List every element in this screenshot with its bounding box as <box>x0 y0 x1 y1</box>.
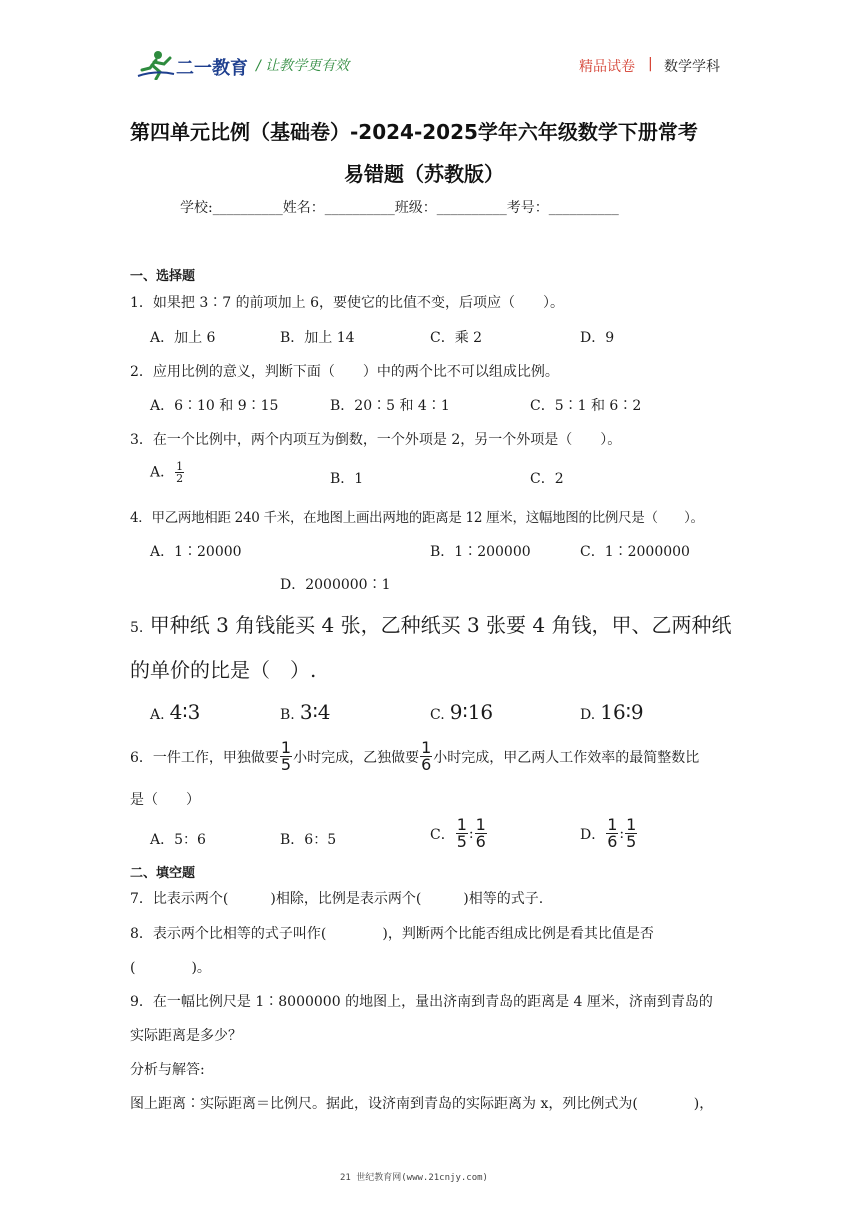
section-choice-title: 一、选择题 <box>130 269 196 284</box>
question-8-line2: ( )。 <box>130 960 211 976</box>
fraction-denominator: 5 <box>456 832 467 851</box>
option-label: B. <box>280 707 295 723</box>
question-1-option-d: D．9 <box>580 330 615 346</box>
header-slogan: / 让教学更有效 <box>256 58 350 74</box>
ratio-colon: : <box>619 825 625 842</box>
question-5-text: 甲种纸 3 角钱能买 4 张，乙种纸买 3 张要 4 角钱，甲、乙两种纸 <box>149 613 732 637</box>
ratio-colon: : <box>468 825 474 842</box>
question-6-option-d <box>580 817 638 850</box>
question-9-line3: 图上距离∶实际距离＝比例尺。据此，设济南到青岛的实际距离为 x，列比例式为( )， <box>130 1096 714 1112</box>
fraction-denominator: 2 <box>176 472 184 485</box>
fraction-numerator: 1 <box>456 815 467 834</box>
question-3-option-a <box>150 461 185 484</box>
question-2-stem: 2．应用比例的意义，判断下面（ ）中的两个比不可以组成比例。 <box>130 364 559 380</box>
question-3-option-b: B．1 <box>330 471 364 487</box>
fraction-one-fifth <box>456 817 468 850</box>
question-2-option-b: B．20∶5 和 4∶1 <box>330 398 450 414</box>
option-label: A． <box>150 464 175 481</box>
question-3-option-c: C．2 <box>530 471 564 487</box>
question-9-line2: 实际距离是多少？ <box>130 1028 242 1044</box>
question-3-stem: 3．在一个比例中，两个内项互为倒数，一个外项是 2，另一个外项是（ ）。 <box>130 432 622 448</box>
fraction-one-sixth <box>475 817 487 850</box>
question-4-option-a: A．1∶20000 <box>150 544 242 560</box>
question-6-option-c <box>430 817 488 850</box>
question-8-line1: 8．表示两个比相等的式子叫作( )，判断两个比能否组成比例是看其比值是否 <box>130 926 654 942</box>
fraction-numerator: 1 <box>626 815 637 834</box>
fraction-one-half <box>175 461 184 484</box>
question-1-option-a: A．加上 6 <box>150 330 216 346</box>
question-5-option-a <box>150 700 200 724</box>
page-title-line1: 第四单元比例（基础卷）-2024-2025学年六年级数学下册常考 <box>130 120 698 144</box>
fraction-one-sixth <box>420 740 432 773</box>
question-5-line2: 的单价的比是（ ）. <box>130 658 317 682</box>
question-6-option-b: B．6：5 <box>280 832 337 848</box>
fraction-denominator: 5 <box>626 832 637 851</box>
fraction-denominator: 5 <box>280 755 292 774</box>
question-4-option-d: D．2000000∶1 <box>280 577 391 593</box>
option-value: 16∶9 <box>600 700 644 724</box>
fraction-numerator: 1 <box>475 815 486 834</box>
question-1-option-c: C．乘 2 <box>430 330 483 346</box>
question-2-option-c: C．5∶1 和 6∶2 <box>530 398 642 414</box>
option-label: C. <box>430 707 445 723</box>
fraction-one-sixth <box>606 817 618 850</box>
question-6-option-a: A．5：6 <box>150 832 206 848</box>
page-title-line2: 易错题（苏教版） <box>344 162 504 186</box>
option-value: 3∶4 <box>299 700 331 724</box>
question-5-number: 5. <box>130 620 144 636</box>
option-value: 9∶16 <box>449 700 494 724</box>
fraction-numerator: 1 <box>607 815 618 834</box>
question-6-line1 <box>130 740 699 773</box>
question-5-line1 <box>130 609 731 638</box>
question-6-text-post: 小时完成，甲乙两人工作效率的最简整数比 <box>433 749 700 766</box>
header-tag: 精品试卷 <box>579 59 635 75</box>
logo-text: 二一教育 <box>176 58 248 79</box>
fraction-numerator: 1 <box>280 738 292 757</box>
option-label: D. <box>580 707 596 723</box>
question-6-text-pre: 6．一件工作，甲独做要 <box>130 749 279 766</box>
runner-logo-icon <box>136 50 176 80</box>
fraction-denominator: 6 <box>421 755 432 774</box>
question-9-analysis-label: 分析与解答: <box>130 1062 205 1078</box>
question-6-line2: 是（ ） <box>130 792 200 808</box>
header-separator: | <box>648 56 653 72</box>
fraction-denominator: 6 <box>475 832 486 851</box>
question-5-option-c <box>430 700 493 724</box>
question-1-stem: 1．如果把 3∶7 的前项加上 6，要使它的比值不变，后项应（ ）。 <box>130 295 564 311</box>
fraction-denominator: 6 <box>607 832 618 851</box>
option-value: 4∶3 <box>169 700 201 724</box>
page-footer: 21 世纪教育网(www.21cnjy.com) <box>340 1173 488 1183</box>
option-label: D． <box>580 826 606 843</box>
fraction-numerator: 1 <box>176 460 184 473</box>
question-9-line1: 9．在一幅比例尺是 1∶8000000 的地图上，量出济南到青岛的距离是 4 厘米，济南到青岛的 <box>130 994 713 1010</box>
question-7: 7．比表示两个( )相除，比例是表示两个( )相等的式子. <box>130 891 544 907</box>
question-1-option-b: B．加上 14 <box>280 330 355 346</box>
header-subject: 数学学科 <box>664 59 720 75</box>
question-5-option-b <box>280 700 331 724</box>
student-info-line: 学校:__________姓名：__________班级：__________考号：__________ <box>180 200 619 216</box>
fraction-one-fifth <box>625 817 637 850</box>
fraction-numerator: 1 <box>421 738 432 757</box>
section-fill-title: 二、填空题 <box>130 866 196 881</box>
question-4-stem: 4．甲乙两地相距 240 千米，在地图上画出两地的距离是 12 厘米，这幅地图的比例尺是（ ）。 <box>130 510 704 526</box>
question-4-option-b: B．1∶200000 <box>430 544 531 560</box>
option-label: C． <box>430 826 455 843</box>
option-label: A. <box>150 707 165 723</box>
question-4-option-c: C．1∶2000000 <box>580 544 690 560</box>
question-2-option-a: A．6∶10 和 9∶15 <box>150 398 279 414</box>
fraction-one-fifth <box>280 740 292 773</box>
question-5-option-d <box>580 700 644 724</box>
question-6-text-mid: 小时完成，乙独做要 <box>293 749 420 766</box>
